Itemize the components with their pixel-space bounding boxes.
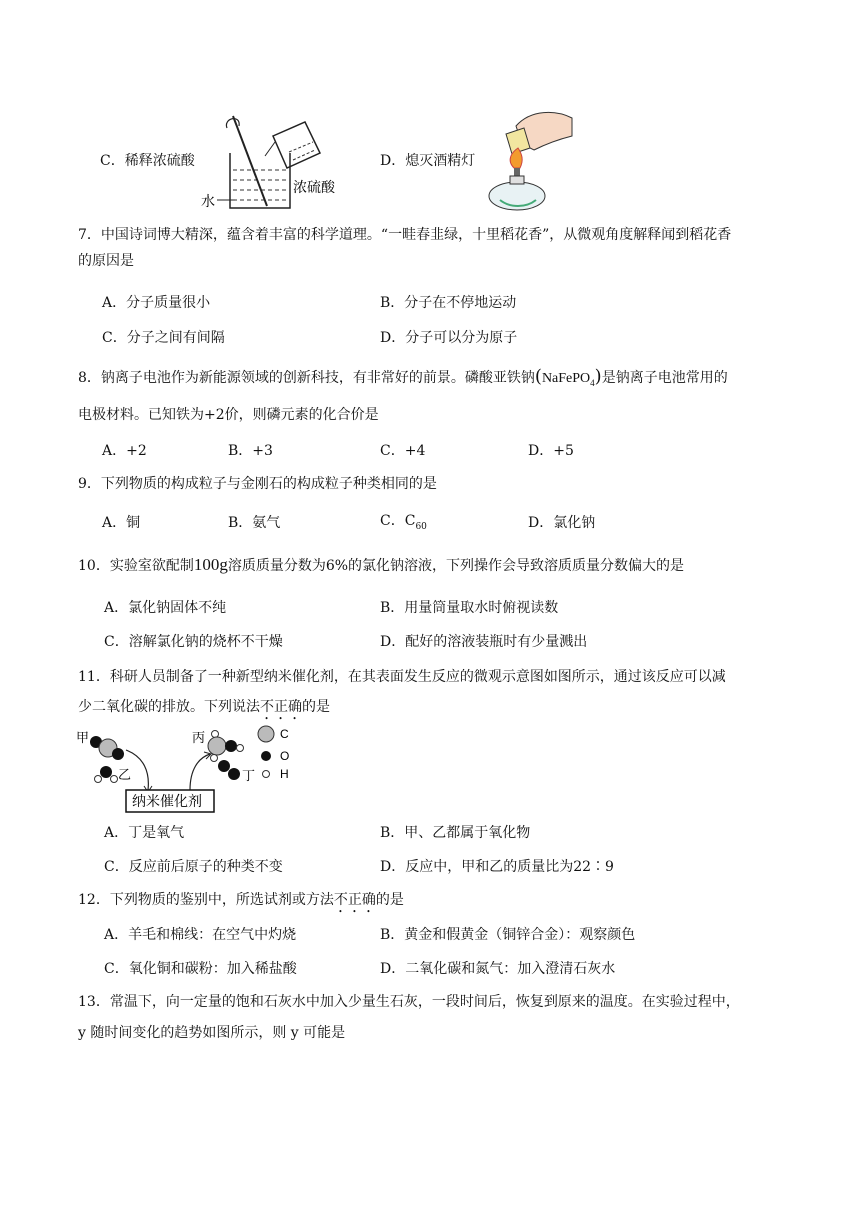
label-bing: 丙 bbox=[192, 731, 206, 746]
label-jia: 甲 bbox=[76, 731, 90, 746]
legend-c: C bbox=[280, 727, 289, 741]
q8-option-a: A．+2 bbox=[102, 443, 147, 459]
acid-label: 浓硫酸 bbox=[293, 179, 335, 195]
q11-option-d: D．反应中，甲和乙的质量比为22∶9 bbox=[380, 859, 614, 875]
q10-option-c: C．溶解氯化钠的烧杯不干燥 bbox=[104, 634, 283, 650]
q10-option-a: A．氯化钠固体不纯 bbox=[104, 600, 227, 616]
q7-option-b: B．分子在不停地运动 bbox=[380, 295, 517, 311]
q12-option-b: B．黄金和假黄金（铜锌合金）：观察颜色 bbox=[380, 927, 636, 943]
q7-option-d: D．分子可以分为原子 bbox=[380, 330, 518, 346]
q10-stem: 10．实验室欲配制100g溶质质量分数为6%的氯化钠溶液，下列操作会导致溶质质量分数偏大的是 bbox=[78, 555, 685, 574]
legend-h: H bbox=[280, 767, 289, 781]
q12-option-c: C．氧化铜和碳粉：加入稀盐酸 bbox=[104, 961, 297, 977]
q11-option-c: C．反应前后原子的种类不变 bbox=[104, 859, 283, 875]
dilute-acid-figure bbox=[201, 108, 355, 213]
q8-option-b: B．+3 bbox=[228, 443, 273, 459]
q7-option-a: A．分子质量很小 bbox=[102, 295, 211, 311]
q9-option-d: D．氯化钠 bbox=[528, 515, 596, 531]
q13-stem-line1: 13．常温下，向一定量的饱和石灰水中加入少量生石灰，一段时间后，恢复到原来的温度。在实验过程中， bbox=[78, 994, 740, 1010]
legend-o: O bbox=[280, 749, 290, 763]
q11-option-b: B．甲、乙都属于氧化物 bbox=[380, 825, 531, 841]
q7-stem-line2: 的原因是 bbox=[78, 253, 134, 269]
q6-option-c: C．稀释浓硫酸 bbox=[100, 153, 195, 169]
q9-stem: 9．下列物质的构成粒子与金刚石的构成粒子种类相同的是 bbox=[78, 476, 437, 492]
water-label: 水 bbox=[201, 193, 215, 209]
q11-stem-line1: 11．科研人员制备了一种新型纳米催化剂，在其表面发生反应的微观示意图如图所示，通过该反应可以减 bbox=[78, 669, 726, 685]
q11-option-a: A．丁是氧气 bbox=[104, 825, 185, 841]
q8-stem-line2: 电极材料。已知铁为+2价，则磷元素的化合价是 bbox=[78, 407, 379, 423]
q13-stem-line2: y 随时间变化的趋势如图所示，则 y 可能是 bbox=[78, 1025, 346, 1041]
q9-option-c: C．$C_{60}$ bbox=[380, 513, 427, 532]
label-yi: 乙 bbox=[118, 768, 132, 783]
q7-stem-line1: 7．中国诗词博大精深，蕴含着丰富的科学道理。“一畦春韭绿，十里稻花香”，从微观角度解释闻到稻花香 bbox=[78, 227, 732, 243]
q8-stem-line1: 8．钠离子电池作为新能源领域的创新科技，有非常好的前景。磷酸亚铁钠(NaFePO$_4$)是钠离子电池常用的 bbox=[78, 366, 728, 388]
q11-stem-line2: 少二氧化碳的排放。下列说法不正确的是 bbox=[78, 699, 330, 715]
catalyst-label: 纳米催化剂 bbox=[132, 794, 202, 810]
q9-option-b: B．氨气 bbox=[228, 515, 281, 531]
q8-option-c: C．+4 bbox=[380, 443, 426, 459]
q8-formula: NaFePO$_4$ bbox=[541, 371, 595, 388]
q12-stem: 12．下列物质的鉴别中，所选试剂或方法不正确的是 bbox=[78, 892, 404, 908]
q8-option-d: D．+5 bbox=[528, 443, 574, 459]
q10-option-d: D．配好的溶液装瓶时有少量溅出 bbox=[380, 634, 588, 650]
q6-option-d: D．熄灭酒精灯 bbox=[380, 153, 476, 169]
label-ding: 丁 bbox=[242, 769, 256, 784]
q12-option-a: A．羊毛和棉线：在空气中灼烧 bbox=[104, 927, 297, 943]
q12-option-d: D．二氧化碳和氮气：加入澄清石灰水 bbox=[380, 961, 616, 977]
q10-option-b: B．用量筒量取水时俯视读数 bbox=[380, 600, 559, 616]
reaction-diagram bbox=[74, 722, 314, 817]
q7-option-c: C．分子之间有间隔 bbox=[102, 330, 225, 346]
q7-stem bbox=[78, 224, 788, 272]
extinguish-lamp-figure bbox=[476, 104, 576, 214]
q9-option-a: A．铜 bbox=[102, 515, 141, 531]
